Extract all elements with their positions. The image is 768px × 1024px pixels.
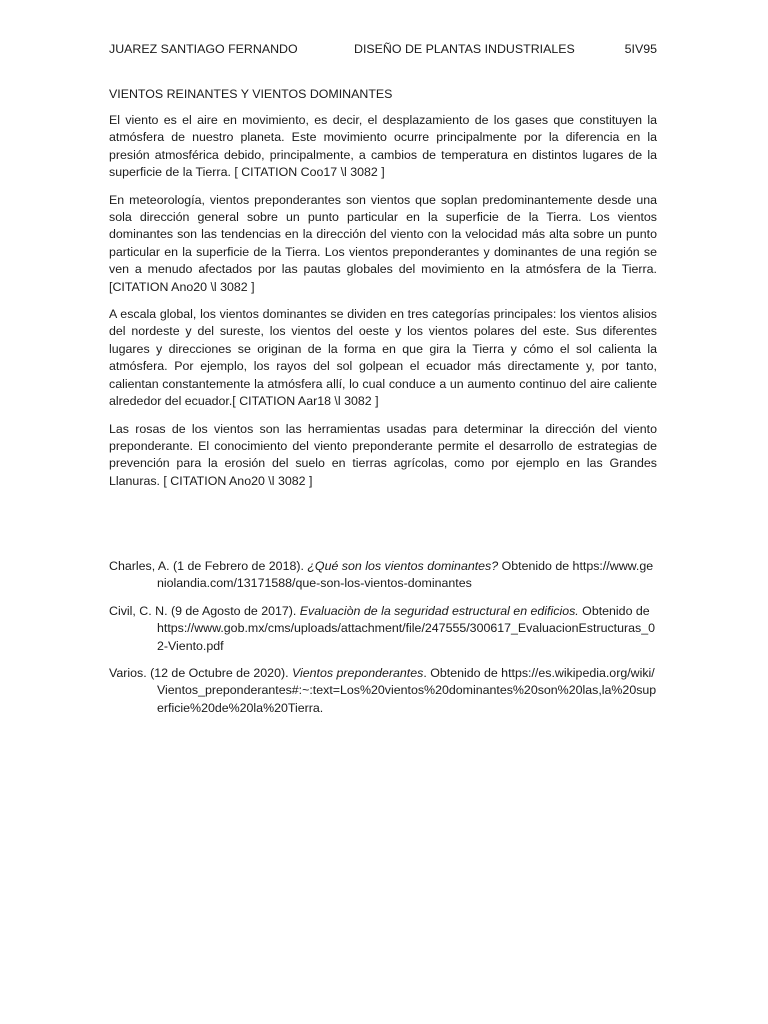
header-course: DISEÑO DE PLANTAS INDUSTRIALES <box>354 42 575 56</box>
paragraph: En meteorología, vientos preponderantes son vientos que soplan predominantemente desde una sola dirección general sobre un punto particular en la superficie de la Tierra. Los vientos dominantes son las tendencias en la dirección del viento con la velocidad más alta sobre un punto particular en la superficie de la Tierra. Los vientos preponderantes y dominantes de una región se ven a menudo afectados por las pautas globales del movimiento en la atmósfera de la Tierra. [CITATION Ano20 \l 3082 ] <box>109 192 657 294</box>
paragraph: A escala global, los vientos dominantes se dividen en tres categorías principales: los vientos alisios del nordeste y del sureste, los vientos del oeste y los vientos polares del este. Sus diferentes lugares y direcciones se originan de la forma en que gira la Tierra y cómo el sol calienta la atmósfera. Por ejemplo, los rayos del sol golpean el ecuador más directamente y, por tanto, calientan constantemente la atmósfera allí, lo cual conduce a un aumento continuo del aire caliente alrededor del ecuador.[ CITATION Aar18 \l 3082 ] <box>109 307 657 409</box>
document-body <box>109 112 657 500</box>
reference-source: . Obtenido de https://es.wikipedia.org/wiki/Vientos_preponderantes#:~:text=Los%20vientos%20dominantes%20son%20las,la%20superficie%20de%20la%20Tierra. <box>157 666 657 715</box>
reference-author: Charles, A. (1 de Febrero de 2018). <box>109 559 308 573</box>
reference-source: Obtenido de https://www.gob.mx/cms/uploads/attachment/file/247555/300617_EvaluacionEstructuras_02-Viento.pdf <box>157 603 655 653</box>
header-author: JUAREZ SANTIAGO FERNANDO <box>109 42 298 56</box>
paragraph: El viento es el aire en movimiento, es decir, el desplazamiento de los gases que constituyen la atmósfera de nuestro planeta. Este movimiento ocurre principalmente por la diferencia en la presión atmosférica debido, principalmente, a cambios de temperatura en distintos lugares de la superficie de la Tierra. [ CITATION Coo17 \l 3082 ] <box>109 113 657 180</box>
reference-work: ¿Qué son los vientos dominantes? <box>307 559 499 573</box>
page-header <box>109 42 657 60</box>
paragraph: Las rosas de los vientos son las herramientas usadas para determinar la dirección del viento preponderante. El conocimiento del viento preponderante permite el desarrollo de estrategias de prevención para la erosión del suelo en tierras agrícolas, como por ejemplo en las Grandes Llanuras. [ CITATION Ano20 \l 3082 ] <box>109 421 657 488</box>
reference-source: Obtenido de https://www.geniolandia.com/13171588/que-son-los-vientos-dominantes <box>157 559 654 591</box>
reference-author: Civil, C. N. (9 de Agosto de 2017). <box>109 603 300 618</box>
header-group: 5IV95 <box>624 42 657 56</box>
reference-work: Vientos preponderantes <box>291 666 424 681</box>
reference-item <box>109 665 657 717</box>
reference-item <box>109 558 657 593</box>
bibliography <box>109 558 657 727</box>
reference-author: Varios. (12 de Octubre de 2020). <box>109 666 292 681</box>
reference-work: Evaluaciòn de la seguridad estructural en edificios. <box>299 603 579 618</box>
reference-item <box>109 603 657 655</box>
document-title: VIENTOS REINANTES Y VIENTOS DOMINANTES <box>109 87 393 101</box>
